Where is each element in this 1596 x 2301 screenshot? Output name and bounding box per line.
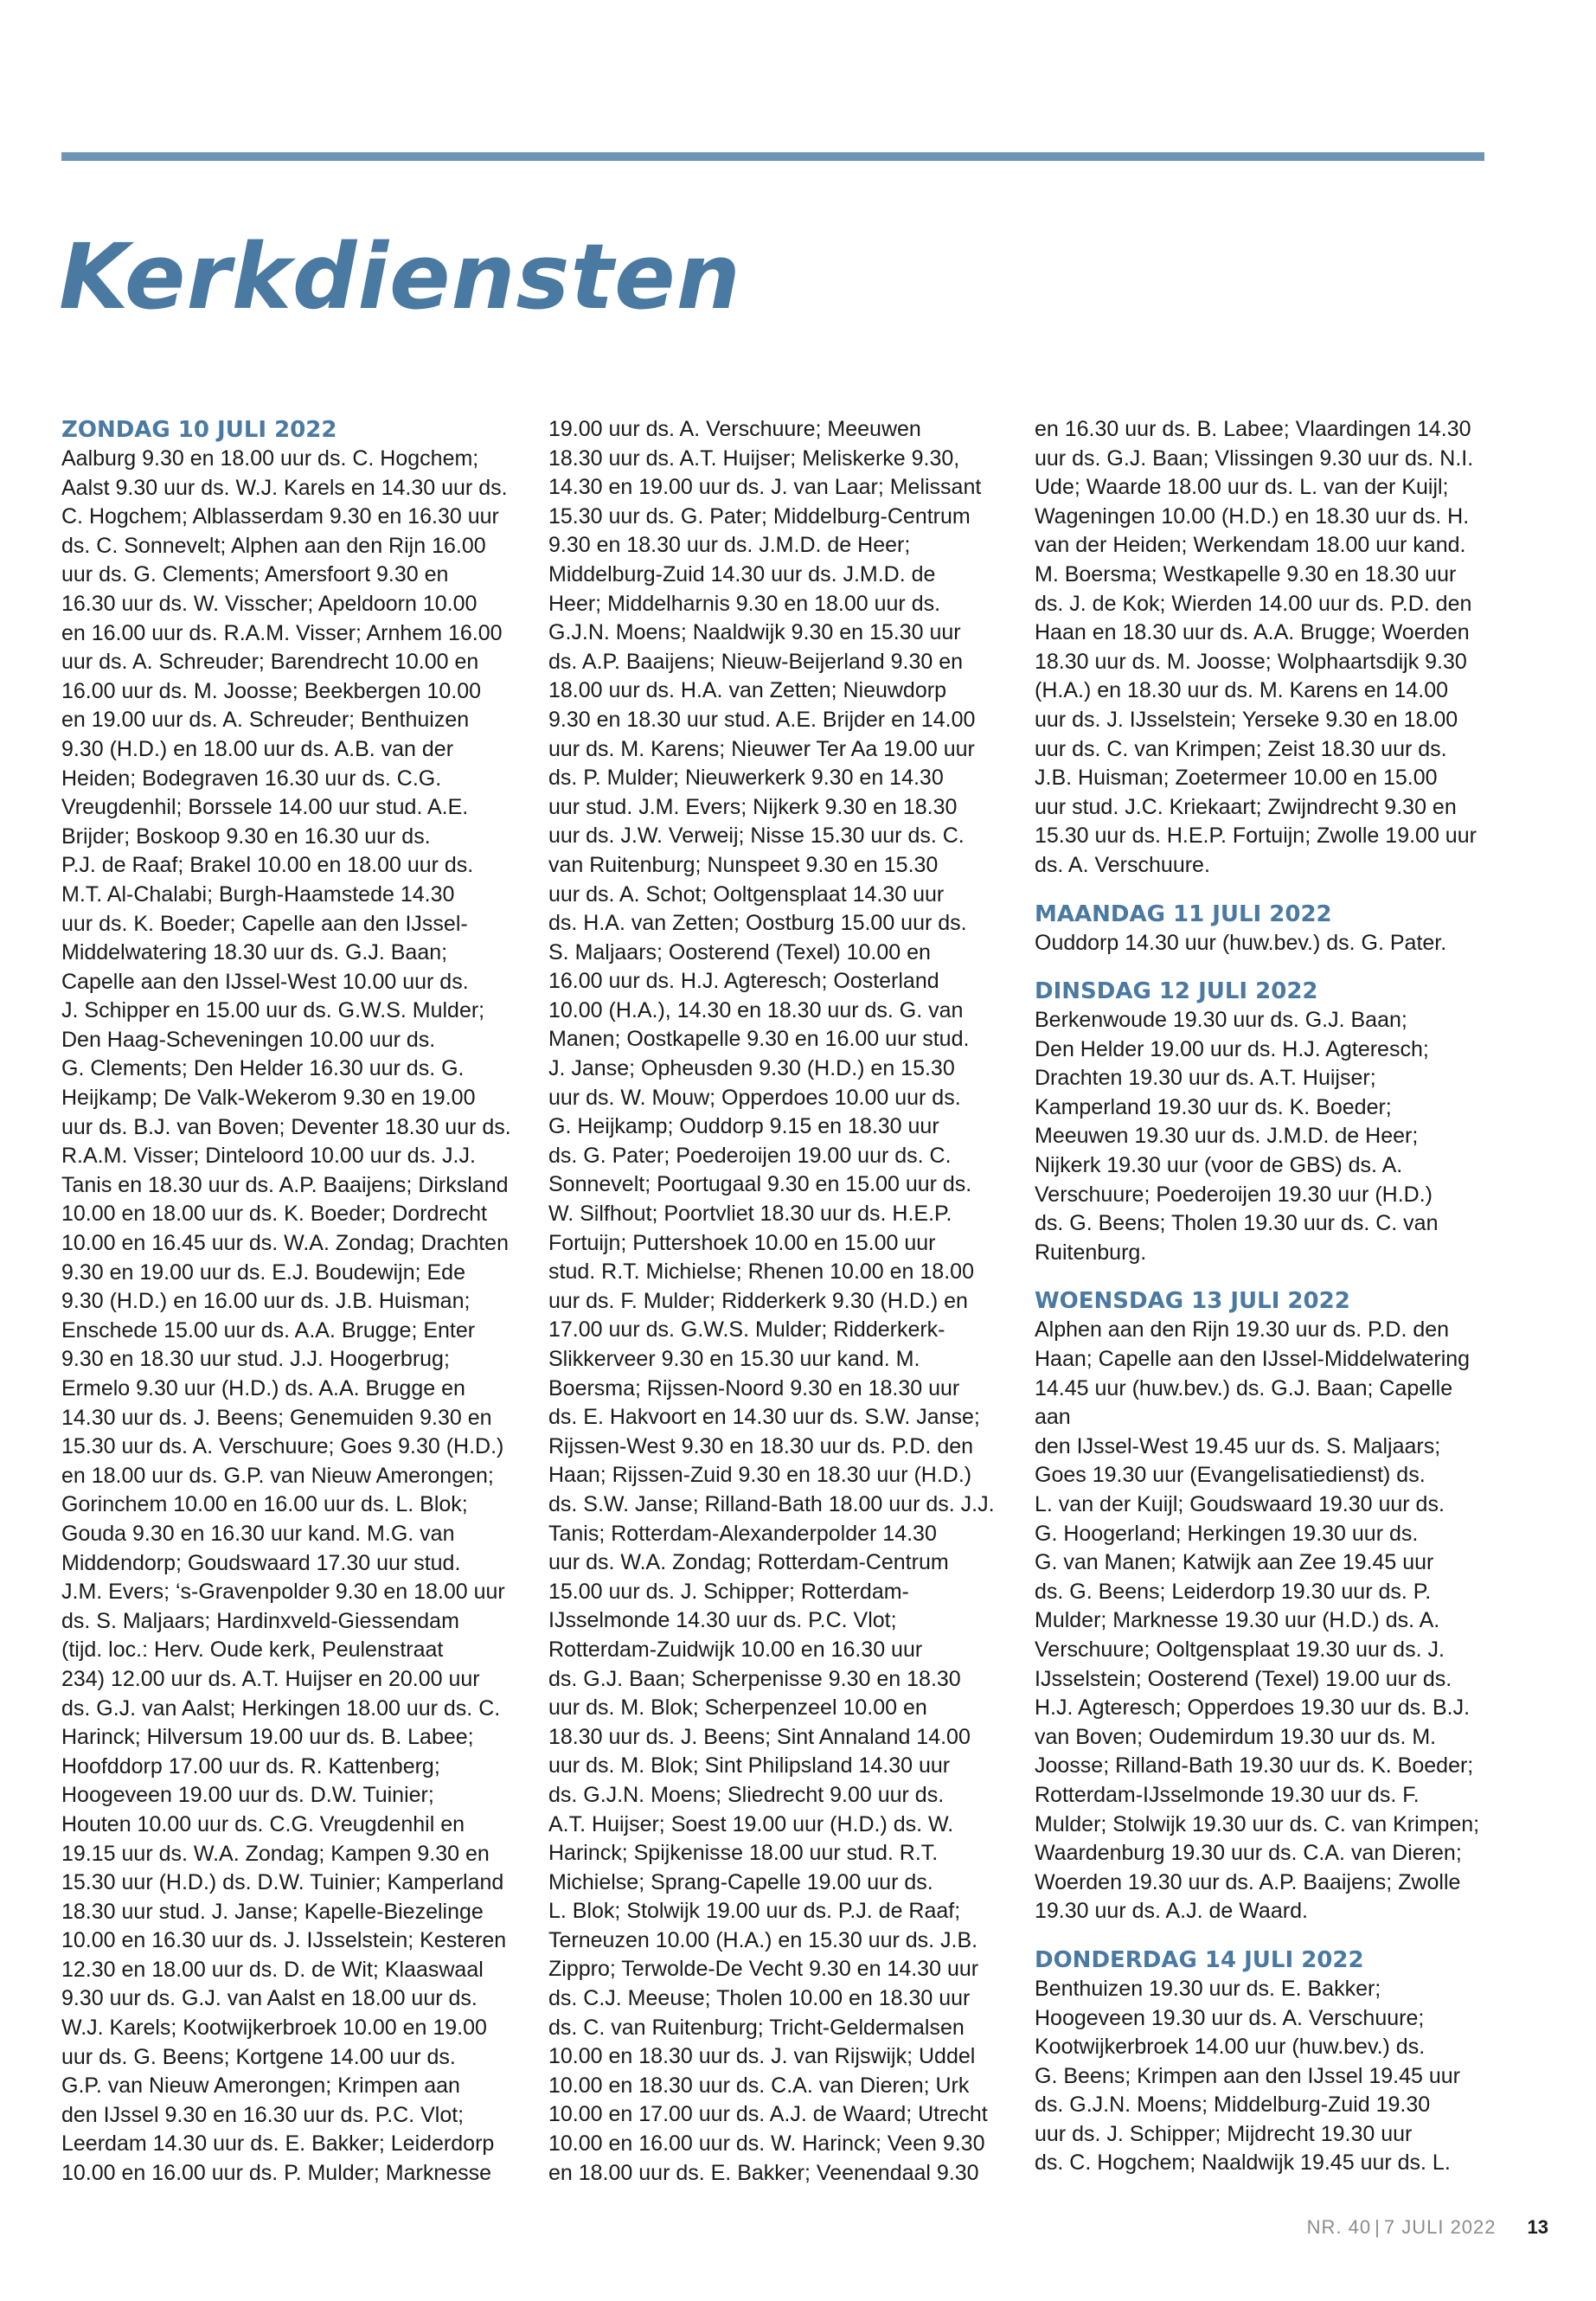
section-tuesday — [1035, 977, 1484, 1267]
section-monday — [1035, 900, 1484, 958]
issue-date: 7 JULI 2022 — [1383, 2216, 1497, 2238]
day-heading-thursday: DONDERDAG 14 JULI 2022 — [1035, 1946, 1364, 1973]
column-1 — [61, 415, 516, 2189]
footer-separator: | — [1375, 2216, 1381, 2238]
service-list: Aalburg 9.30 en 18.00 uur ds. C. Hogchem; Aalst 9.30 uur ds. W.J. Karels en 14.30 uur ds. C. Hogchem; Alblasserdam 9.30 en 16.30 uur ds. C. Sonnevelt; Alphen aan den Rijn 16.00 uur ds. G. Clements; Amersfoort 9.30 en 16.30 uur ds. W. Visscher; Apeldoorn 10.00 en 16.00 uur ds. R.A.M. Visser; Arnhem 16.00 uur ds. A. Schreuder; Barendrecht 10.00 en 16.00 uur ds. M. Joosse; Beekbergen 10.00 en 19.00 uur ds. A. Schreuder; Benthuizen 9.30 (H.D.) en 18.00 uur ds. A.B. van der Heiden; Bodegraven 16.30 uur ds. C.G. Vreugdenhil; Borssele 14.00 uur stud. A.E. Brijder; Boskoop 9.30 en 16.30 uur ds. P.J. de Raaf; Brakel 10.00 en 18.00 uur ds. M.T. Al-Chalabi; Burgh-Haamstede 14.30 uur ds. K. Boeder; Capelle aan den IJssel- Middelwatering 18.30 uur ds. G.J. Baan; Capelle aan den IJssel-West 10.00 uur ds. J. Schipper en 15.00 uur ds. G.W.S. Mulder; Den Haag-Scheveningen 10.00 uur ds. G. Clements; Den Helder 16.30 uur ds. G. Heijkamp; De Valk-Wekerom 9.30 en 19.00 uur ds. B.J. van Boven; Deventer 18.30 uur ds. R.A.M. Visser; Dinteloord 10.00 uur ds. J.J. Tanis en 18.30 uur ds. A.P. Baaijens; Dirksland 10.00 en 18.00 uur ds. K. Boeder; Dordrecht 10.00 en 16.45 uur ds. W.A. Zondag; Drachten 9.30 en 19.00 uur ds. E.J. Boudewijn; Ede 9.30 (H.D.) en 16.00 uur ds. J.B. Huisman; Enschede 15.00 uur ds. A.A. Brugge; Enter 9.30 en 18.30 uur stud. J.J. Hoogerbrug; Ermelo 9.30 uur (H.D.) ds. A.A. Brugge en 14.30 uur ds. J. Beens; Genemuiden 9.30 en 15.30 uur ds. A. Verschuure; Goes 9.30 (H.D.) en 18.00 uur ds. G.P. van Nieuw Amerongen; Gorinchem 10.00 en 16.00 uur ds. L. Blok; Gouda 9.30 en 16.30 uur kand. M.G. van Middendorp; Goudswaard 17.30 uur stud. J.M. Evers; ‘s-Gravenpolder 9.30 en 18.00 uur ds. S. Maljaars; Hardinxveld-Giessendam (tijd. loc.: Herv. Oude kerk, Peulenstraat 234) 12.00 uur ds. A.T. Huijser en 20.00 uur ds. G.J. van Aalst; Herkingen 18.00 uur ds. C. Harinck; Hilversum 19.00 uur ds. B. Labee; Hoofddorp 17.00 uur ds. R. Kattenberg; Hoogeveen 19.00 uur ds. D.W. Tuinier; Houten 10.00 uur ds. C.G. Vreugdenhil en 19.15 uur ds. W.A. Zondag; Kampen 9.30 en 15.30 uur (H.D.) ds. D.W. Tuinier; Kamperland 18.30 uur stud. J. Janse; Kapelle-Biezelinge 10.00 en 16.30 uur ds. J. IJsselstein; Kesteren 12.30 en 18.00 uur ds. D. de Wit; Klaaswaal 9.30 uur ds. G.J. van Aalst en 18.00 uur ds. W.J. Karels; Kootwijkerbroek 10.00 en 19.00 uur ds. G. Beens; Kortgene 14.00 uur ds. G.P. van Nieuw Amerongen; Krimpen aan den IJssel 9.30 en 16.30 uur ds. P.C. Vlot; Leerdam 14.30 uur ds. E. Bakker; Leiderdorp 10.00 en 16.00 uur ds. P. Mulder; Marknesse — [61, 446, 511, 2186]
issue-number: NR. 40 — [1306, 2216, 1372, 2238]
section-thursday — [1035, 1945, 1484, 2178]
day-heading-sunday: ZONDAG 10 JULI 2022 — [61, 417, 337, 443]
service-list: Alphen aan den Rijn 19.30 uur ds. P.D. den Haan; Capelle aan den IJssel-Middelwatering 14.45 uur (huw.bev.) ds. G.J. Baan; Capelle aan den IJssel-West 19.45 uur ds. S. Maljaars; Goes 19.30 uur (Evangelisatiedienst) ds. L. van der Kuijl; Goudswaard 19.30 uur ds. G. Hoogerland; Herkingen 19.30 uur ds. G. van Manen; Katwijk aan Zee 19.45 uur ds. G. Beens; Leiderdorp 19.30 uur ds. P. Mulder; Marknesse 19.30 uur (H.D.) ds. A. Verschuure; Ooltgensplaat 19.30 uur ds. J. IJsselstein; Oosterend (Texel) 19.00 uur ds. H.J. Agteresch; Opperdoes 19.30 uur ds. B.J. van Boven; Oudemirdum 19.30 uur ds. M. Joosse; Rilland-Bath 19.30 uur ds. K. Boeder; Rotterdam-IJsselmonde 19.30 uur ds. F. Mulder; Stolwijk 19.30 uur ds. C. van Krimpen; Waardenburg 19.30 uur ds. C.A. van Dieren; Woerden 19.30 uur ds. A.P. Baaijens; Zwolle 19.30 uur ds. A.J. de Waard. — [1035, 1317, 1480, 1924]
section-sunday-continued — [1035, 415, 1484, 881]
column-2 — [548, 415, 1003, 2188]
day-heading-monday: MAANDAG 11 JULI 2022 — [1035, 901, 1332, 927]
page-footer — [1211, 2216, 1548, 2239]
service-list: Berkenwoude 19.30 uur ds. G.J. Baan; Den Helder 19.00 uur ds. H.J. Agteresch; Drachten 19.30 uur ds. A.T. Huijser; Kamperland 19.30 uur ds. K. Boeder; Meeuwen 19.30 uur ds. J.M.D. de Heer; Nijkerk 19.30 uur (voor de GBS) ds. A. Verschuure; Poederoijen 19.30 uur (H.D.) ds. G. Beens; Tholen 19.30 uur ds. C. van Ruitenburg. — [1035, 1008, 1439, 1265]
day-heading-wednesday: WOENSDAG 13 JULI 2022 — [1035, 1288, 1350, 1315]
service-list: Ouddorp 14.30 uur (huw.bev.) ds. G. Pater. — [1035, 930, 1447, 955]
service-list: en 16.30 uur ds. B. Labee; Vlaardingen 14.30 uur ds. G.J. Baan; Vlissingen 9.30 uur ds. N.I. Ude; Waarde 18.00 uur ds. L. van der Kuijl; Wageningen 10.00 (H.D.) en 18.30 uur ds. H. van der Heiden; Werkendam 18.00 uur kand. M. Boersma; Westkapelle 9.30 en 18.30 uur ds. J. de Kok; Wierden 14.00 uur ds. P.D. den Haan en 18.30 uur ds. A.A. Brugge; Woerden 18.30 uur ds. M. Joosse; Wolphaartsdijk 9.30 (H.A.) en 18.30 uur ds. M. Karens en 14.00 uur ds. J. IJsselstein; Yerseke 9.30 en 18.00 uur ds. C. van Krimpen; Zeist 18.30 uur ds. J.B. Huisman; Zoetermeer 10.00 en 15.00 uur stud. J.C. Kriekaart; Zwijndrecht 9.30 en 15.30 uur ds. H.E.P. Fortuijn; Zwolle 19.00 uur ds. A. Verschuure. — [1035, 417, 1477, 877]
top-rule — [61, 152, 1484, 161]
page-number: 13 — [1527, 2216, 1548, 2238]
section-sunday — [61, 415, 516, 2189]
day-heading-tuesday: DINSDAG 12 JULI 2022 — [1035, 978, 1318, 1005]
section-sunday-continued — [548, 415, 1003, 2188]
service-list: 19.00 uur ds. A. Verschuure; Meeuwen 18.30 uur ds. A.T. Huijser; Meliskerke 9.30, 14.30 en 19.00 uur ds. J. van Laar; Melissant 15.30 uur ds. G. Pater; Middelburg-Centrum 9.30 en 18.30 uur ds. J.M.D. de Heer; Middelburg-Zuid 14.30 uur ds. J.M.D. de Heer; Middelharnis 9.30 en 18.00 uur ds. G.J.N. Moens; Naaldwijk 9.30 en 15.30 uur ds. A.P. Baaijens; Nieuw-Beijerland 9.30 en 18.00 uur ds. H.A. van Zetten; Nieuwdorp 9.30 en 18.30 uur stud. A.E. Brijder en 14.00 uur ds. M. Karens; Nieuwer Ter Aa 19.00 uur ds. P. Mulder; Nieuwerkerk 9.30 en 14.30 uur stud. J.M. Evers; Nijkerk 9.30 en 18.30 uur ds. J.W. Verweij; Nisse 15.30 uur ds. C. van Ruitenburg; Nunspeet 9.30 en 15.30 uur ds. A. Schot; Ooltgensplaat 14.30 uur ds. H.A. van Zetten; Oostburg 15.00 uur ds. S. Maljaars; Oosterend (Texel) 10.00 en 16.00 uur ds. H.J. Agteresch; Oosterland 10.00 (H.A.), 14.30 en 18.30 uur ds. G. van Manen; Oostkapelle 9.30 en 16.00 uur stud. J. Janse; Opheusden 9.30 (H.D.) en 15.30 uur ds. W. Mouw; Opperdoes 10.00 uur ds. G. Heijkamp; Ouddorp 9.15 en 18.30 uur ds. G. Pater; Poederoijen 19.00 uur ds. C. Sonnevelt; Poortugaal 9.30 en 15.00 uur ds. W. Silfhout; Poortvliet 18.30 uur ds. H.E.P. Fortuijn; Puttershoek 10.00 en 15.00 uur stud. R.T. Michielse; Rhenen 10.00 en 18.00 uur ds. F. Mulder; Ridderkerk 9.30 (H.D.) en 17.00 uur ds. G.W.S. Mulder; Ridderkerk- Slikkerveer 9.30 en 15.30 uur kand. M. Boersma; Rijssen-Noord 9.30 en 18.30 uur ds. E. Hakvoort en 14.30 uur ds. S.W. Janse; Rijssen-West 9.30 en 18.30 uur ds. P.D. den Haan; Rijssen-Zuid 9.30 en 18.30 uur (H.D.) ds. S.W. Janse; Rilland-Bath 18.00 uur ds. J.J. Tanis; Rotterdam-Alexanderpolder 14.30 uur ds. W.A. Zondag; Rotterdam-Centrum 15.00 uur ds. J. Schipper; Rotterdam- IJsselmonde 14.30 uur ds. P.C. Vlot; Rotterdam-Zuidwijk 10.00 en 16.30 uur ds. G.J. Baan; Scherpenisse 9.30 en 18.30 uur ds. M. Blok; Scherpenzeel 10.00 en 18.30 uur ds. J. Beens; Sint Annaland 14.00 uur ds. M. Blok; Sint Philipsland 14.30 uur ds. G.J.N. Moens; Sliedrecht 9.00 uur ds. A.T. Huijser; Soest 19.00 uur (H.D.) ds. W. Harinck; Spijkenisse 18.00 uur stud. R.T. Michielse; Sprang-Capelle 19.00 uur ds. L. Blok; Stolwijk 19.00 uur ds. P.J. de Raaf; Terneuzen 10.00 (H.A.) en 15.30 uur ds. J.B. Zippro; Terwolde-De Vecht 9.30 en 14.30 uur ds. C.J. Meeuse; Tholen 10.00 en 18.30 uur ds. C. van Ruitenburg; Tricht-Geldermalsen 10.00 en 18.30 uur ds. J. van Rijswijk; Uddel 10.00 en 18.30 uur ds. C.A. van Dieren; Urk 10.00 en 17.00 uur ds. A.J. de Waard; Utrecht 10.00 en 16.00 uur ds. W. Harinck; Veen 9.30 en 18.00 uur ds. E. Bakker; Veenendaal 9.30 — [548, 417, 995, 2185]
column-3 — [1035, 415, 1484, 2178]
page-title: Kerkdiensten — [59, 224, 741, 330]
service-list: Benthuizen 19.30 uur ds. E. Bakker; Hoogeveen 19.30 uur ds. A. Verschuure; Kootwijkerbroek 14.00 uur (huw.bev.) ds. G. Beens; Krimpen aan den IJssel 19.45 uur ds. G.J.N. Moens; Middelburg-Zuid 19.30 uur ds. J. Schipper; Mijdrecht 19.30 uur ds. C. Hogchem; Naaldwijk 19.45 uur ds. L. — [1035, 1976, 1460, 2176]
section-wednesday — [1035, 1286, 1484, 1926]
